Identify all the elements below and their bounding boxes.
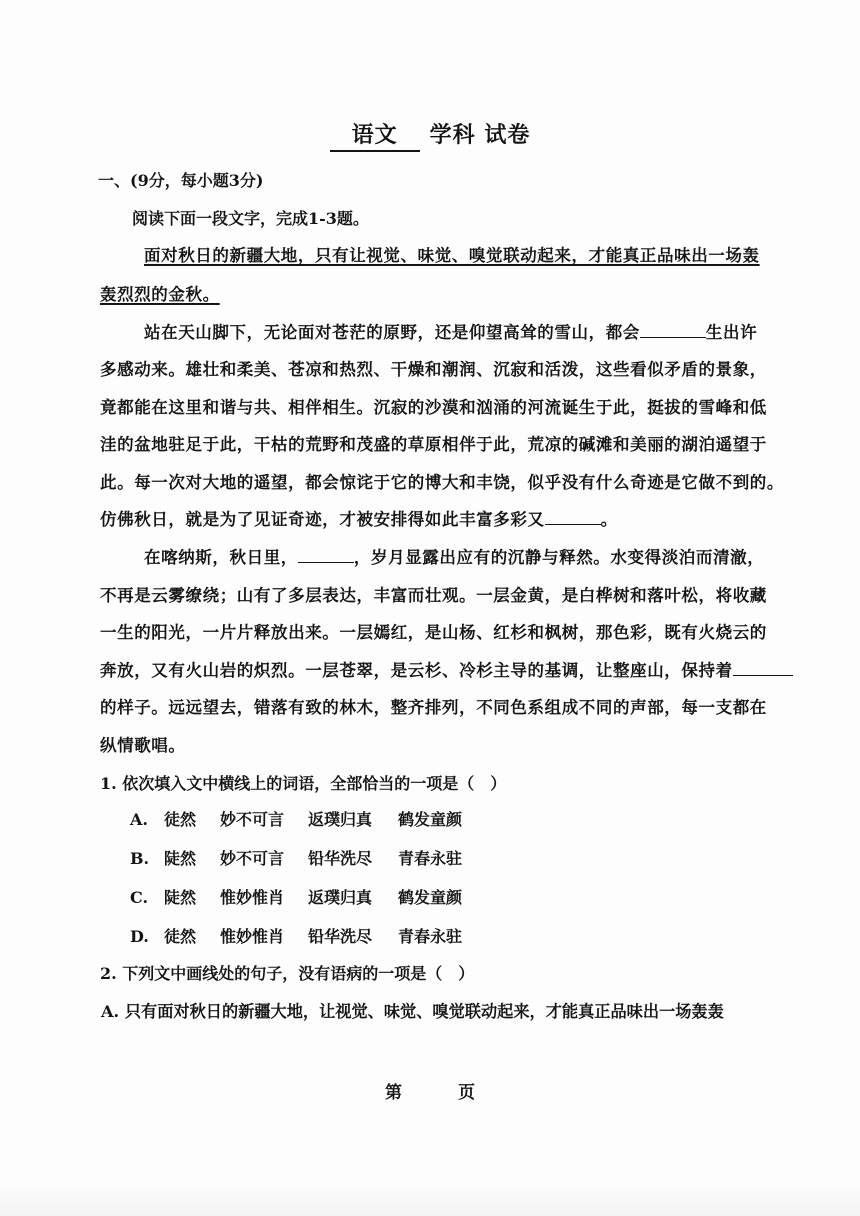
question-2-stem: 2. 下列文中画线处的句子，没有语病的一项是（ ）	[100, 964, 475, 983]
question-1-stem: 1. 依次填入文中横线上的词语，全部恰当的一项是（ ）	[100, 774, 507, 793]
scan-edge	[0, 1186, 860, 1216]
q1-option-c	[130, 886, 462, 910]
option-letter: C.	[130, 888, 149, 907]
passage-text: ，岁月显露出应有的沉静与释然。水变得淡泊而清澈，	[353, 548, 765, 567]
fill-blank	[298, 546, 354, 563]
option-word: 陡然	[164, 849, 197, 868]
subject-name: 语文	[330, 118, 420, 152]
passage-text: 站在天山脚下，无论面对苍茫的原野，还是仰望高耸的雪山，都会	[144, 323, 640, 342]
option-word: 铅华洗尽	[308, 849, 373, 868]
passage-text: 奔放，又有火山岩的炽烈。一层苍翠，是云杉、冷杉主导的基调，让整座山，保持着	[100, 661, 733, 680]
passage-line: 竟都能在这里和谐与共、相伴相生。沉寂的沙漠和汹涌的河流诞生于此，挺拔的雪峰和低	[100, 398, 767, 417]
option-letter: B.	[130, 849, 150, 868]
fill-blank	[733, 659, 793, 676]
footer-left: 第	[385, 1083, 402, 1103]
passage-line: 一生的阳光，一片片释放出来。一层嫣红，是山杨、红杉和枫树，那色彩，既有火烧云的	[100, 623, 767, 642]
passage-text: 仿佛秋日，就是为了见证奇迹，才被安排得如此丰富多彩又	[100, 510, 545, 529]
passage-line: 此。每一次对大地的遥望，都会惊诧于它的博大和丰饶，似乎没有什么奇迹是它做不到的。	[100, 473, 784, 492]
passage-line: 不再是云雾缭绕；山有了多层表达，丰富而壮观。一层金黄，是白桦树和落叶松，将收藏	[100, 586, 767, 605]
passage-line	[144, 244, 824, 268]
q1-option-d	[130, 925, 462, 949]
option-word: 铅华洗尽	[308, 927, 373, 946]
passage-line	[100, 659, 780, 683]
option-word: 青春永驻	[398, 927, 463, 946]
option-word: 徒然	[164, 810, 197, 829]
instruction: 阅读下面一段文字，完成1-3题。	[132, 209, 369, 228]
passage-text: 。	[600, 510, 618, 529]
option-letter: D.	[130, 927, 149, 946]
q2-option-a: A. 只有面对秋日的新疆大地，让视觉、味觉、嗅觉联动起来，才能真正品味出一场轰轰	[101, 1002, 724, 1021]
footer-right: 页	[458, 1083, 475, 1103]
fill-blank	[545, 508, 601, 525]
passage-line: 的样子。远远望去，错落有致的林木，整齐排列，不同色系组成不同的声部，每一支都在	[100, 698, 767, 717]
option-word: 青春永驻	[398, 849, 463, 868]
passage-line: 多感动来。雄壮和柔美、苍凉和热烈、干燥和潮润、沉寂和活泼，这些看似矛盾的景象，	[100, 360, 767, 379]
q1-option-b	[130, 847, 462, 871]
option-letter: A.	[130, 810, 148, 829]
page-footer	[0, 1078, 860, 1103]
option-word: 妙不可言	[220, 810, 285, 829]
passage-line	[100, 283, 780, 307]
option-word: 妙不可言	[220, 849, 285, 868]
option-word: 鹤发童颜	[398, 810, 463, 829]
passage-line: 洼的盆地驻足于此，干枯的荒野和茂盛的草原相伴于此，荒凉的碱滩和美丽的湖泊遥望于	[100, 435, 767, 454]
option-word: 惟妙惟肖	[220, 927, 285, 946]
title-suffix: 学科 试卷	[429, 122, 531, 148]
passage-line: 纵情歌唱。	[100, 736, 186, 755]
option-word: 鹤发童颜	[398, 888, 463, 907]
option-word: 返璞归真	[308, 810, 373, 829]
underlined-sentence: 面对秋日的新疆大地，只有让视觉、味觉、嗅觉联动起来，才能真正品味出一场轰	[144, 246, 760, 265]
option-word: 返璞归真	[308, 888, 373, 907]
option-word: 徒然	[164, 927, 197, 946]
passage-line	[144, 546, 824, 570]
option-word: 陡然	[164, 888, 197, 907]
option-word: 惟妙惟肖	[220, 888, 285, 907]
fill-blank	[640, 321, 706, 338]
passage-line	[100, 508, 780, 532]
passage-line	[144, 321, 824, 345]
page-title	[0, 118, 860, 152]
underlined-sentence: 轰烈烈的金秋。	[100, 285, 220, 304]
q1-option-a	[130, 808, 462, 832]
section-heading: 一、(9分，每小题3分)	[98, 171, 264, 190]
passage-text: 在喀纳斯，秋日里，	[144, 548, 298, 567]
passage-text: 生出许	[705, 323, 758, 342]
